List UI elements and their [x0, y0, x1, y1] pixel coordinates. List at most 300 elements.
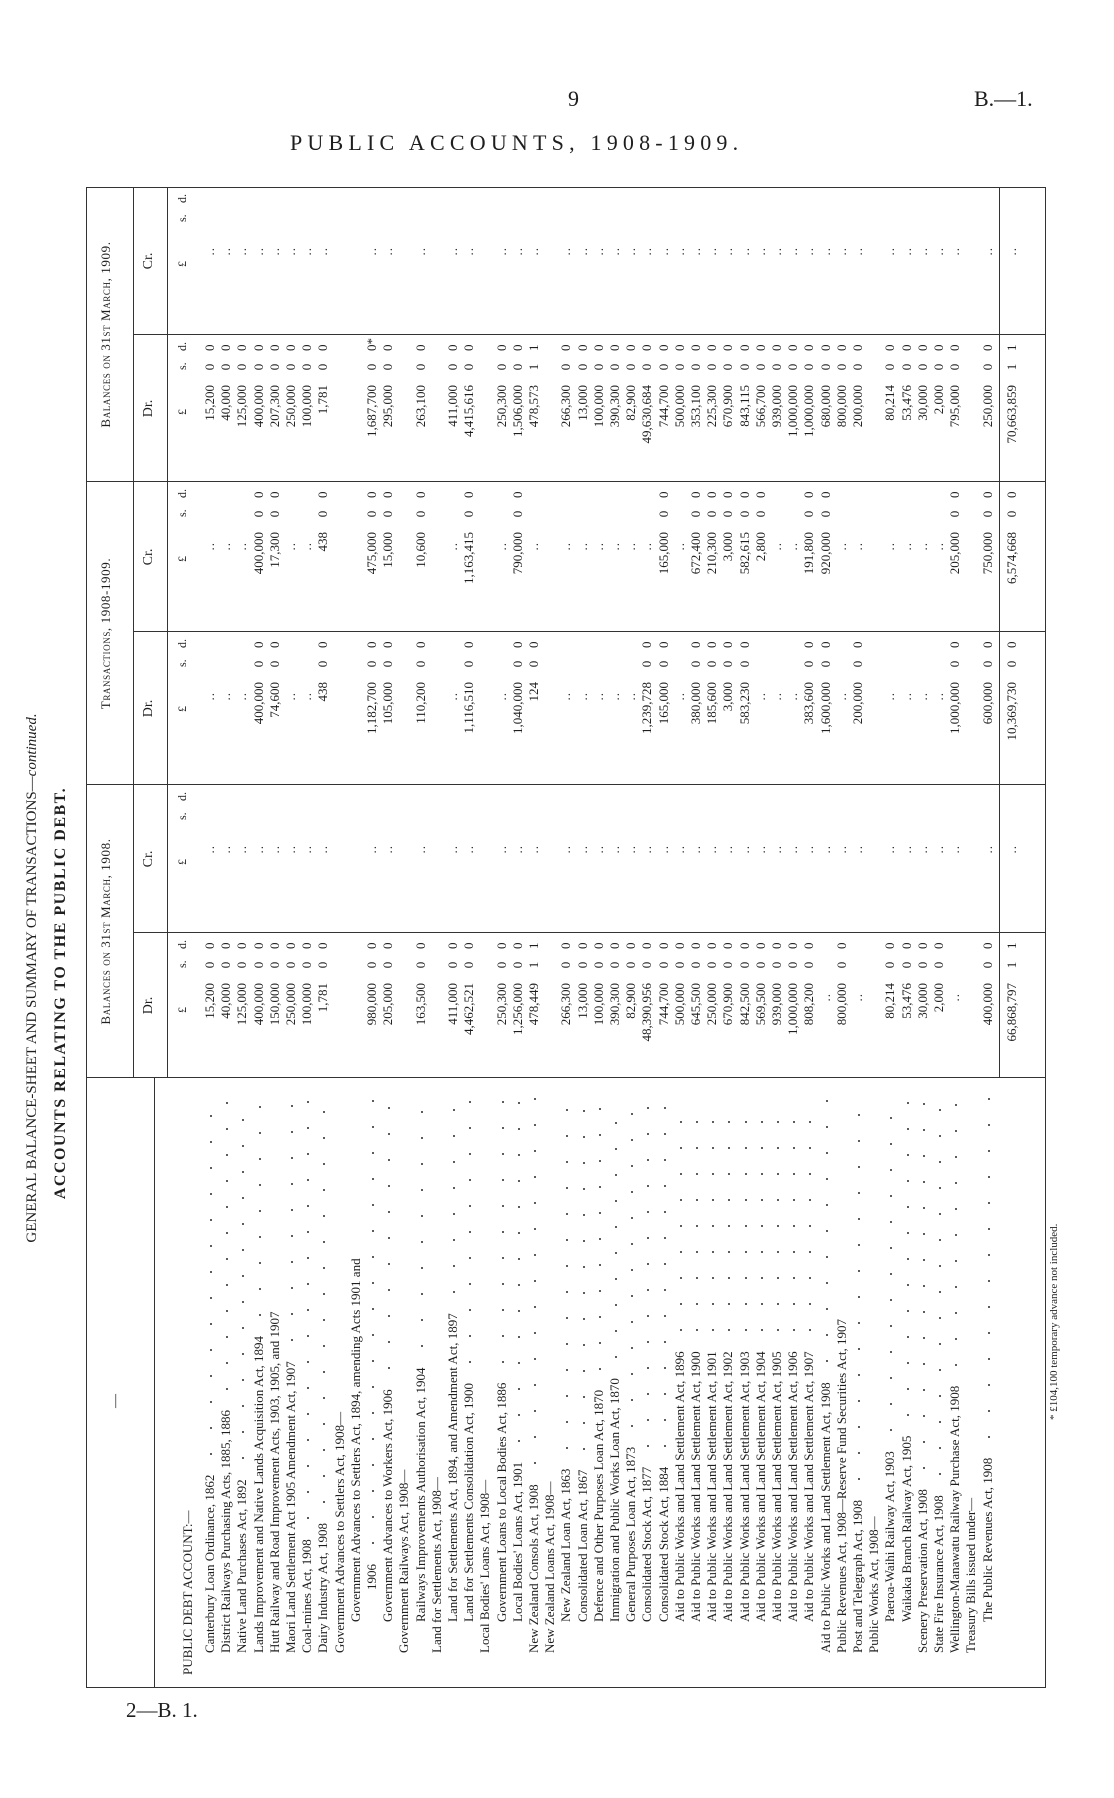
dot-leader	[931, 1098, 947, 1487]
row-label-text: Government Railways Act, 1908—	[396, 1469, 412, 1653]
amount-cell-dr08	[494, 933, 510, 1078]
amount-cell-dr09	[801, 335, 817, 482]
amount-pounds: 566,700	[752, 385, 768, 428]
amount-shillings: 0	[769, 961, 784, 969]
amount-pounds: 1,182,700	[364, 682, 379, 734]
row-label	[542, 1098, 558, 1653]
nil-entry: ..	[655, 247, 671, 256]
amount-shillings: 0	[850, 363, 865, 371]
amount-cell-cr08	[283, 785, 299, 933]
amount-pounds: 15,200	[202, 385, 217, 421]
row-label	[947, 1098, 963, 1653]
amount-pence: 0	[380, 344, 396, 351]
nil-entry: ..	[671, 542, 687, 551]
amount-cell-dr09	[834, 335, 850, 482]
amount-pence: 0	[607, 344, 622, 351]
amount-shillings: 0	[882, 363, 898, 371]
amount-pounds: 185,600	[704, 682, 720, 725]
amount-cell-dr09	[656, 335, 672, 482]
amount-pounds: 15,200	[202, 983, 217, 1019]
table-row	[234, 187, 250, 1688]
amount-pence: 0	[607, 942, 622, 949]
dot-leader	[899, 1098, 915, 1428]
amount-cell-cr08	[801, 785, 817, 933]
nil-entry: ..	[445, 542, 460, 551]
nil-entry: ..	[720, 247, 736, 256]
amount-cell-cr09	[218, 187, 234, 335]
amount-pence: 0	[801, 491, 817, 498]
amount-shillings: 0	[558, 961, 574, 969]
amount-pounds: 353,100	[688, 385, 703, 428]
dot-leader	[218, 1098, 234, 1402]
nil-entry: ..	[817, 845, 833, 854]
nil-entry: ..	[299, 692, 315, 701]
amount-pence: 0	[801, 344, 817, 351]
amount-cell-dr09	[720, 335, 736, 482]
amount-shillings: 0	[914, 961, 930, 969]
row-label	[672, 1098, 688, 1622]
amount-pounds: 939,000	[769, 385, 784, 428]
amount-shillings: 0	[769, 363, 784, 371]
table-border	[1045, 187, 1046, 1688]
amount-pounds: 390,300	[607, 385, 622, 428]
amount-cell-cr08	[510, 785, 526, 933]
amount-cell-trcr	[704, 482, 720, 632]
nil-entry: ..	[461, 845, 477, 854]
dot-leader	[251, 1098, 267, 1328]
amount-pounds: 1,000,000	[785, 983, 801, 1035]
amount-pounds: 205,000	[947, 532, 963, 575]
amount-cell-trdr	[720, 632, 736, 785]
amount-pounds: 1,687,700	[364, 385, 379, 437]
amount-cell-cr09	[769, 187, 785, 335]
nil-entry: ..	[914, 247, 930, 256]
row-label	[299, 1098, 315, 1653]
totals-row	[1004, 187, 1020, 1688]
amount-pence: 0	[509, 641, 525, 648]
amount-pence: 0	[299, 942, 315, 949]
amount-shillings: 0	[947, 660, 963, 668]
row-label	[180, 1098, 196, 1675]
amount-pounds: 263,100	[412, 385, 428, 428]
amount-shillings: 0	[234, 961, 250, 969]
amount-cell-cr09	[882, 187, 898, 335]
amount-pounds: 250,000	[979, 385, 995, 428]
table-row	[283, 187, 299, 1688]
amount-cell-dr09	[607, 335, 623, 482]
amount-cell-trdr	[218, 632, 234, 785]
row-label	[737, 1098, 753, 1622]
amount-cell-dr09	[980, 335, 996, 482]
amount-shillings: 1	[1004, 961, 1019, 969]
row-label-text: Aid to Public Works and Land Settlement Act, 1905	[769, 1351, 784, 1622]
amount-cell-trdr	[234, 632, 250, 785]
nil-entry: ..	[299, 542, 315, 551]
amount-cell-dr09	[737, 335, 753, 482]
pence-unit: d.	[175, 489, 189, 498]
amount-pence: 0	[979, 641, 995, 648]
amount-shillings: 0	[833, 961, 849, 969]
amount-pence: 0	[493, 942, 509, 949]
cr-header: Cr.	[141, 548, 156, 566]
amount-cell-cr09	[526, 187, 542, 335]
header-divider	[167, 187, 168, 1078]
nil-entry: ..	[590, 247, 606, 256]
amount-cell-cr08	[607, 785, 623, 933]
table-row	[526, 187, 542, 1688]
row-label-text: Public Works Act, 1908—	[866, 1516, 882, 1653]
table-row	[639, 187, 655, 1688]
row-label	[494, 1098, 510, 1622]
nil-entry: ..	[655, 845, 671, 854]
nil-entry: ..	[266, 247, 282, 256]
row-label	[348, 1098, 364, 1622]
amount-pence: 0	[639, 641, 655, 648]
table-row	[753, 187, 769, 1688]
amount-pence: 1	[1004, 942, 1019, 949]
amount-shillings: 0	[817, 363, 833, 371]
nil-entry: ..	[1004, 845, 1019, 854]
nil-entry: ..	[250, 247, 266, 256]
row-label-text: Land for Settlements Consolidation Act, 1900	[461, 1382, 477, 1622]
amount-pounds: 15,000	[380, 532, 396, 568]
amount-cell-cr08	[623, 785, 639, 933]
amount-shillings: 0	[299, 363, 315, 371]
amount-pounds: 680,000	[817, 385, 833, 428]
amount-cell-cr08	[299, 785, 315, 933]
amount-shillings: 0	[299, 961, 315, 969]
amount-shillings: 0	[202, 961, 217, 969]
table-row	[720, 187, 736, 1688]
row-label-text: Government Advances to Settlers Act, 1908—	[331, 1411, 347, 1653]
amount-cell-dr09	[234, 335, 250, 482]
amount-shillings: 0	[688, 961, 703, 969]
amount-shillings: 0	[380, 363, 396, 371]
amount-cell-trcr	[251, 482, 267, 632]
amount-pence: 0	[801, 641, 817, 648]
amount-pence: 0	[1004, 491, 1019, 498]
amount-cell-trcr	[769, 482, 785, 632]
nil-entry: ..	[639, 542, 655, 551]
amount-pounds: 3,000	[720, 682, 736, 712]
amount-shillings: 0	[704, 961, 720, 969]
amount-cell-cr08	[656, 785, 672, 933]
row-label-text: Local Bodies' Loans Act, 1908—	[477, 1479, 493, 1653]
amount-cell-cr08	[558, 785, 574, 933]
amount-pounds: 70,663,859	[1004, 385, 1019, 444]
nil-entry: ..	[493, 692, 509, 701]
row-label	[753, 1098, 769, 1622]
dr-header: Dr.	[141, 399, 156, 418]
amount-pounds: 2,000	[931, 983, 946, 1013]
amount-shillings: 0	[590, 961, 606, 969]
amount-cell-cr08	[980, 785, 996, 933]
amount-cell-dr09	[461, 335, 477, 482]
amount-cell-trcr	[688, 482, 704, 632]
amount-shillings: 1	[526, 363, 541, 371]
nil-entry: ..	[704, 247, 720, 256]
table-row	[834, 187, 850, 1688]
dot-leader	[234, 1098, 250, 1471]
amount-shillings: 0	[315, 363, 331, 371]
amount-cell-cr08	[380, 785, 396, 933]
table-row	[575, 187, 591, 1688]
totals-rule	[999, 187, 1000, 1078]
amount-cell-dr08	[607, 933, 623, 1078]
nil-entry: ..	[493, 247, 509, 256]
table-row	[591, 187, 607, 1688]
row-label	[801, 1098, 817, 1622]
row-label	[866, 1098, 882, 1653]
row-label	[461, 1098, 477, 1622]
nil-entry: ..	[671, 692, 687, 701]
amount-cell-cr08	[526, 785, 542, 933]
amount-cell-dr08	[720, 933, 736, 1078]
nil-entry: ..	[785, 845, 801, 854]
table-row	[818, 187, 834, 1688]
amount-pence: 0	[639, 942, 655, 949]
amount-cell-cr09	[737, 187, 753, 335]
amount-pounds: 744,700	[655, 983, 671, 1026]
amount-shillings: 0	[914, 363, 930, 371]
amount-shillings: 0	[979, 660, 995, 668]
row-label	[445, 1098, 461, 1622]
amount-cell-dr08	[413, 933, 429, 1078]
amount-pence: 0	[688, 344, 703, 351]
amount-pounds: 670,900	[720, 983, 736, 1026]
dr-header: Dr.	[141, 996, 156, 1015]
amount-pence: 0	[817, 641, 833, 648]
row-label-text: Coal-mines Act, 1908	[299, 1539, 315, 1653]
amount-cell-trcr	[575, 482, 591, 632]
pounds-unit: £	[175, 261, 189, 267]
nil-entry: ..	[931, 692, 946, 701]
amount-cell-cr09	[380, 187, 396, 335]
row-label	[202, 1098, 218, 1653]
row-label	[413, 1098, 429, 1622]
table-row	[494, 187, 510, 1688]
nil-entry: ..	[574, 542, 590, 551]
row-label-text: Government Advances to Workers Act, 1906	[380, 1389, 396, 1622]
amount-pence: 0	[364, 491, 379, 498]
amount-pounds: 295,000	[380, 385, 396, 428]
section-row	[542, 187, 558, 1688]
amount-shillings: 0	[412, 961, 428, 969]
amount-cell-dr08	[251, 933, 267, 1078]
amount-cell-dr08	[558, 933, 574, 1078]
amount-cell-dr08	[364, 933, 380, 1078]
nil-entry: ..	[380, 845, 396, 854]
row-label-text: Dairy Industry Act, 1908	[315, 1523, 331, 1653]
amount-pence: 1	[526, 344, 541, 351]
nil-entry: ..	[769, 542, 784, 551]
row-label	[882, 1098, 898, 1622]
nil-entry: ..	[461, 247, 477, 256]
amount-pounds: 438	[315, 682, 331, 702]
amount-pounds: 250,000	[283, 385, 298, 428]
amount-cell-cr09	[607, 187, 623, 335]
amount-cell-trcr	[801, 482, 817, 632]
amount-pounds: 266,300	[558, 983, 574, 1026]
amount-cell-dr08	[283, 933, 299, 1078]
row-label	[785, 1098, 801, 1622]
amount-cell-trcr	[753, 482, 769, 632]
nil-entry: ..	[671, 247, 687, 256]
amount-cell-dr09	[623, 335, 639, 482]
amount-shillings: 0	[364, 510, 379, 518]
nil-entry: ..	[234, 845, 250, 854]
amount-shillings: 0	[639, 961, 655, 969]
section-row	[396, 187, 412, 1688]
amount-cell-dr09	[202, 335, 218, 482]
amount-pounds: 250,300	[493, 385, 509, 428]
amount-cell-trcr	[931, 482, 947, 632]
amount-cell-dr08	[769, 933, 785, 1078]
amount-pence: 0	[250, 344, 266, 351]
amount-pence: 0	[736, 641, 752, 648]
amount-cell-dr09	[251, 335, 267, 482]
nil-entry: ..	[574, 845, 590, 854]
table-row	[882, 187, 898, 1688]
amount-cell-trcr	[915, 482, 931, 632]
amount-shillings: 0	[688, 660, 703, 668]
dr-header: Dr.	[141, 699, 156, 718]
column-group-header: Balances on 31st March, 1908.	[98, 838, 113, 1025]
amount-cell-dr09	[494, 335, 510, 482]
nil-entry: ..	[623, 845, 639, 854]
amount-cell-dr08	[526, 933, 542, 1078]
amount-pence: 0	[509, 942, 525, 949]
dot-leader	[380, 1098, 396, 1381]
section-row	[866, 187, 882, 1688]
amount-pounds: 2,800	[752, 532, 768, 562]
amount-pounds: 80,214	[882, 385, 898, 421]
nil-entry: ..	[785, 247, 801, 256]
amount-shillings: 0	[898, 363, 914, 371]
amount-shillings: 0	[266, 961, 282, 969]
amount-cell-trcr	[785, 482, 801, 632]
table-row	[980, 187, 996, 1688]
amount-pounds: 500,000	[671, 983, 687, 1026]
amount-pence: 0	[266, 344, 282, 351]
amount-pounds: 1,256,000	[509, 983, 525, 1035]
amount-shillings: 0	[590, 363, 606, 371]
amount-shillings: 0	[509, 510, 525, 518]
amount-pence: 0	[266, 641, 282, 648]
amount-shillings: 0	[445, 961, 460, 969]
amount-cell-cr08	[737, 785, 753, 933]
amount-pounds: 380,000	[688, 682, 703, 725]
pence-unit: d.	[175, 940, 189, 949]
amount-pence: 0	[283, 942, 298, 949]
amount-cell-cr08	[591, 785, 607, 933]
row-label	[818, 1098, 834, 1653]
row-label	[656, 1098, 672, 1622]
amount-cell-dr09	[380, 335, 396, 482]
nil-entry: ..	[607, 845, 622, 854]
amount-shillings: 0	[607, 363, 622, 371]
dot-leader	[801, 1098, 817, 1343]
amount-pence: 0	[461, 344, 477, 351]
amount-pence: 0	[817, 491, 833, 498]
amount-cell-cr08	[218, 785, 234, 933]
nil-entry: ..	[607, 247, 622, 256]
row-label	[526, 1098, 542, 1653]
nil-entry: ..	[234, 692, 250, 701]
nil-entry: ..	[607, 692, 622, 701]
amount-shillings: 0	[315, 961, 331, 969]
amount-pence: 0	[234, 344, 250, 351]
table-row	[607, 187, 623, 1688]
amount-cell-trcr	[267, 482, 283, 632]
row-label	[850, 1098, 866, 1653]
amount-pence: 0	[688, 641, 703, 648]
amount-cell-dr09	[299, 335, 315, 482]
amount-pence: 0	[202, 942, 217, 949]
row-label-text: The Public Revenues Act, 1908	[979, 1457, 995, 1622]
row-label-text: Land for Settlements Act, 1908—	[428, 1477, 444, 1653]
amount-pounds: 569,500	[752, 983, 768, 1026]
nil-entry: ..	[979, 845, 995, 854]
amount-cell-trdr	[688, 632, 704, 785]
row-label-text: Aid to Public Works and Land Settlement Act, 1903	[736, 1351, 752, 1622]
dot-leader	[283, 1098, 299, 1353]
page-title: PUBLIC ACCOUNTS, 1908-1909.	[290, 130, 744, 155]
amount-pounds: 672,400	[688, 532, 703, 575]
nil-entry: ..	[445, 692, 460, 701]
amount-pounds: 150,000	[266, 983, 282, 1026]
amount-cell-dr09	[850, 335, 866, 482]
amount-pence: 0	[785, 344, 801, 351]
amount-shillings: 0	[202, 363, 217, 371]
pounds-unit: £	[175, 859, 189, 865]
amount-shillings: 0	[509, 660, 525, 668]
table-row	[510, 187, 526, 1688]
row-label	[380, 1098, 396, 1622]
amount-cell-trcr	[899, 482, 915, 632]
amount-pounds: 125,000	[234, 983, 250, 1026]
dot-leader	[575, 1098, 591, 1462]
amount-pence: 0	[250, 491, 266, 498]
dot-leader	[461, 1098, 477, 1375]
row-label-text: Waikaka Branch Railway Act, 1905	[898, 1435, 914, 1622]
amount-cell-trdr	[461, 632, 477, 785]
amount-cell-dr09	[283, 335, 299, 482]
dot-leader	[818, 1098, 834, 1374]
amount-cell-trcr	[510, 482, 526, 632]
amount-pence: 0	[752, 942, 768, 949]
amount-pence: 0	[526, 641, 541, 648]
amount-pence: 0	[720, 942, 736, 949]
dot-leader	[753, 1098, 769, 1343]
amount-cell-trcr	[315, 482, 331, 632]
amount-cell-trcr	[283, 482, 299, 632]
amount-cell-cr09	[283, 187, 299, 335]
amount-shillings: 0	[250, 510, 266, 518]
nil-entry: ..	[509, 247, 525, 256]
amount-pounds: 843,115	[736, 385, 752, 427]
amount-cell-trdr	[704, 632, 720, 785]
amount-cell-dr08	[234, 933, 250, 1078]
amount-cell-dr08	[882, 933, 898, 1078]
amount-shillings: 0	[364, 363, 379, 371]
amount-shillings: 0	[509, 961, 525, 969]
amount-cell-cr09	[202, 187, 218, 335]
nil-entry: ..	[931, 845, 946, 854]
amount-shillings: 0	[720, 660, 736, 668]
row-label-text: PUBLIC DEBT ACCOUNT:—	[180, 1510, 195, 1675]
amount-pounds: 1,000,000	[801, 385, 817, 437]
